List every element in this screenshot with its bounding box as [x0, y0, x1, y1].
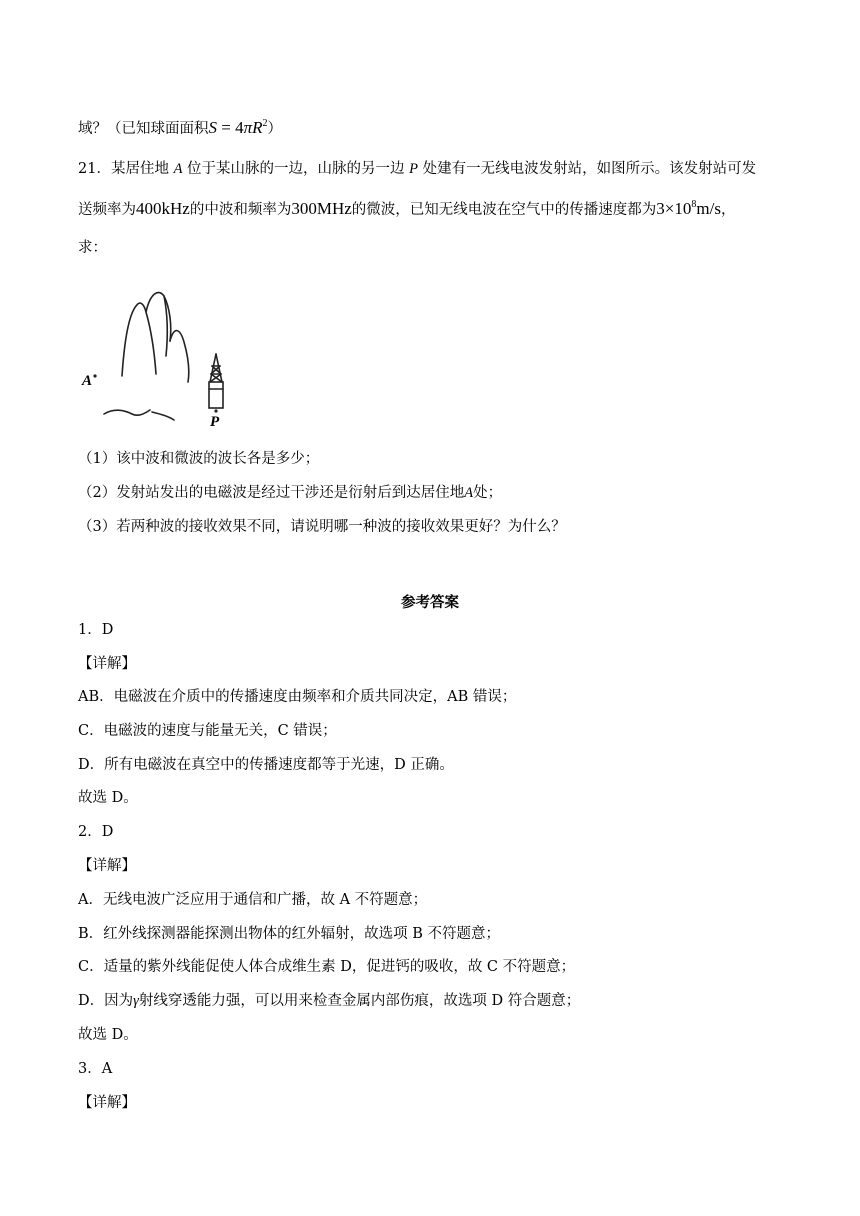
- sphere-area-formula: [209, 118, 268, 137]
- wave-speed: [656, 199, 721, 218]
- q21-line-3: 求：: [78, 240, 107, 256]
- q21-sub2-var-a: A: [464, 485, 474, 501]
- q21-var-a: A: [173, 161, 183, 177]
- speed-base: 3×10: [656, 199, 692, 218]
- formula-r: R: [252, 118, 263, 137]
- point-a-dot: [93, 374, 96, 377]
- q21-comma: ，: [720, 202, 736, 218]
- ground-right: [152, 412, 174, 420]
- answer-2-choice: 故选 D。: [78, 1027, 138, 1043]
- speed-unit: m/s: [696, 199, 721, 218]
- q21-text-b: 位于某山脉的一边，山脉的另一边: [187, 161, 405, 177]
- ground-left: [104, 410, 150, 415]
- mountain-inner-ridge-1: [146, 312, 156, 374]
- formula-pi: π: [243, 118, 253, 137]
- answer-2-b: B．红外线探测器能探测出物体的红外辐射，故选项 B 不符题意；: [78, 926, 501, 942]
- mountain-right-ridge: [170, 331, 189, 382]
- q20-close-paren: ）: [267, 121, 283, 137]
- q21-text-d: 送频率为: [78, 202, 136, 218]
- answer-3-detail: 【详解】: [78, 1095, 136, 1111]
- answer-2-c: C．适量的紫外线能促使人体合成维生素 D，促进钙的吸收，故 C 不符题意；: [78, 959, 576, 975]
- mountain-transmitter-figure: [78, 286, 238, 428]
- q20-tail-text: 域？（已知球面面积: [78, 121, 209, 137]
- answer-2-a: A．无线电波广泛应用于通信和广播，故 A 不符题意；: [78, 892, 428, 908]
- gamma-symbol: γ: [133, 993, 139, 1009]
- answers-heading: 参考答案: [401, 594, 459, 611]
- answer-1-d: D．所有电磁波在真空中的传播速度都等于光速，D 正确。: [78, 757, 454, 773]
- q20-tail-line: [78, 118, 282, 139]
- answer-3: 3．A: [78, 1061, 113, 1077]
- answer-2: 2．D: [78, 824, 114, 840]
- q21-line-2: [78, 199, 735, 220]
- q21-var-p: P: [409, 161, 418, 177]
- answer-2-d: [78, 991, 580, 1011]
- freq-medium-wave: 400kHz: [136, 199, 190, 218]
- q21-sub2-text-b: 处；: [473, 485, 503, 501]
- q21-text-f: 的微波，已知无线电波在空气中的传播速度都为: [351, 202, 657, 218]
- figure-label-p: P: [210, 414, 220, 428]
- q21-sub2-text-a: （2）发射站发出的电磁波是经过干涉还是衍射后到达居住地: [78, 485, 465, 501]
- q21-sub-3: （3）若两种波的接收效果不同，请说明哪一种波的接收效果更好？为什么？: [78, 519, 566, 535]
- mountain-left-ridge: [122, 293, 171, 376]
- freq-microwave: 300MHz: [291, 199, 352, 218]
- figure-label-a: A: [82, 373, 93, 389]
- answer-2-detail: 【详解】: [78, 858, 136, 874]
- q21-text-a: 21．某居住地: [78, 161, 169, 177]
- answer-1-detail: 【详解】: [78, 656, 136, 672]
- q21-line-1: [78, 159, 756, 179]
- speed-exp: 8: [691, 199, 697, 210]
- answer-1-ab: AB．电磁波在介质中的传播速度由频率和介质共同决定，AB 错误；: [78, 689, 517, 705]
- answer-1: 1．D: [78, 622, 114, 638]
- answer-2-d-pre: D．因为: [78, 993, 134, 1009]
- q21-text-e: 的中波和频率为: [189, 202, 292, 218]
- answer-2-d-post: 射线穿透能力强，可以用来检查金属内部伤痕，故选项 D 符合题意；: [138, 993, 581, 1009]
- transmitter-tower-icon: [209, 354, 223, 408]
- point-p-dot: [214, 409, 217, 412]
- q21-sub-2: [78, 483, 502, 503]
- q21-sub-1: （1）该中波和微波的波长各是多少；: [78, 451, 320, 467]
- answer-1-c: C．电磁波的速度与能量无关，C 错误；: [78, 723, 337, 739]
- q21-text-c: 处建有一无线电波发射站，如图所示。该发射站可发: [422, 161, 757, 177]
- answer-1-choice: 故选 D。: [78, 790, 138, 806]
- formula-eq: = 4: [217, 118, 244, 137]
- formula-exp: 2: [262, 118, 268, 129]
- formula-s: S: [208, 118, 217, 137]
